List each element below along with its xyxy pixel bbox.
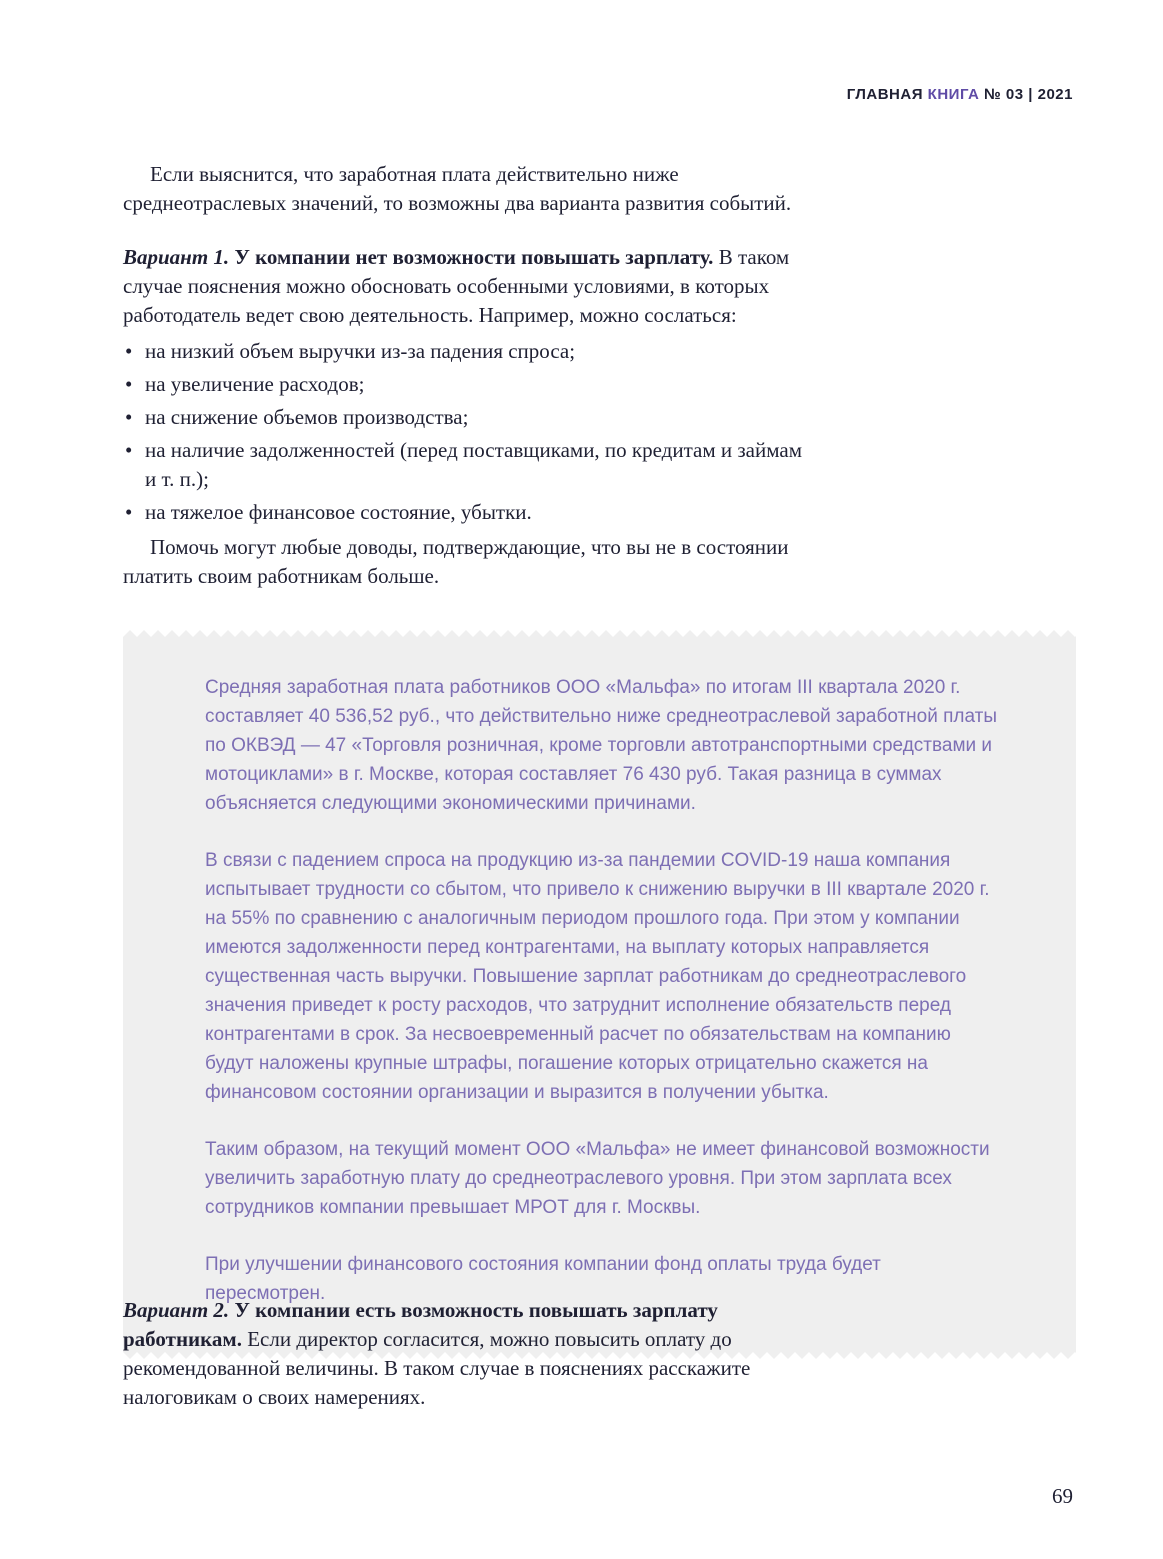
page-number: 69 — [1052, 1484, 1073, 1508]
sample-paragraph: В связи с падением спроса на продукцию из-за пандемии COVID-19 наша компания испытывает трудности со сбытом, что привело к снижению выручки в III квартале 2020 г. на 55% по сравнению с аналогичным периодом прошлого года. При этом у компании имеются задолженности перед контрагентами, на выплату которых направляется существенная часть выручки. Повышение зарплат работникам до среднеотраслевого значения приведет к росту расходов, что затруднит исполнение обязательств перед контрагентами в срок. За несвоевременный расчет по обязательствам на компанию будут наложены крупные штрафы, погашение которых отрицательно скажется на финансовом состоянии организации и выразится в получении убытка. — [205, 850, 990, 1103]
sample-paragraph: Средняя заработная плата работников ООО «Мальфа» по итогам III квартала 2020 г. составляет 40 536,52 руб., что действительно ниже среднеотраслевой заработной платы по ОКВЭД — 47 «Торговля розничная, кроме торговли автотранспортными средствами и мотоциклами» в г. Москве, которая составляет 76 430 руб. Такая разница в суммах объясняется следующими экономическими причинами. — [205, 677, 998, 814]
article-column-bottom — [123, 1296, 823, 1412]
brand-dark: ГЛАВНАЯ — [846, 86, 923, 103]
reasons-list — [123, 337, 818, 527]
zigzag-top-edge — [123, 630, 1076, 637]
list-item-text: на снижение объемов производства; — [145, 405, 469, 429]
list-item — [123, 436, 818, 494]
article-column — [123, 160, 818, 591]
issue-label: № 03 | 2021 — [984, 86, 1073, 103]
variant-2-text: Если директор согласится, можно повысить оплату до рекомендованной величины. В таком случае в пояснениях расскажите налоговикам о своих намерениях. — [123, 1327, 751, 1409]
list-item-text: на наличие задолженностей (перед поставщиками, по кредитам и займам и т. п.); — [145, 438, 802, 491]
variant-1-paragraph — [123, 243, 818, 330]
list-item-text: на низкий объем выручки из-за падения спроса; — [145, 339, 576, 363]
brand-purple: КНИГА — [927, 86, 980, 103]
list-item — [123, 498, 818, 527]
closing-paragraph: Помочь могут любые доводы, подтверждающие, что вы не в состоянии платить своим работникам больше. — [123, 535, 789, 588]
list-item-text: на увеличение расходов; — [145, 372, 365, 396]
masthead — [847, 86, 1073, 103]
list-item — [123, 337, 818, 366]
list-item — [123, 370, 818, 399]
sample-paragraph: Таким образом, на текущий момент ООО «Мальфа» не имеет финансовой возможности увеличить заработную плату до среднеотраслевого уровня. При этом зарплата всех сотрудников компании превышает МРОТ для г. Москвы. — [205, 1139, 990, 1218]
variant-2-label: Вариант 2. — [123, 1298, 230, 1322]
variant-1-label: Вариант 1. — [123, 245, 230, 269]
list-item-text: на тяжелое финансовое состояние, убытки. — [145, 500, 532, 524]
variant-1-text: В таком случае пояснения можно обосновать особенными условиями, в которых работодатель ведет свою деятельность. Например, можно сослаться: — [123, 245, 790, 327]
intro-paragraph: Если выяснится, что заработная плата действительно ниже среднеотраслевых значений, то возможны два варианта развития событий. — [123, 162, 792, 215]
variant-2-paragraph — [123, 1296, 823, 1412]
sample-letter-body — [123, 637, 1076, 1352]
variant-2-lead: У компании есть возможность повышать зарплату работникам. — [123, 1298, 718, 1351]
sample-paragraph: При улучшении финансового состояния компании фонд оплаты труда будет пересмотрен. — [205, 1254, 881, 1304]
variant-1-lead: У компании нет возможности повышать зарплату. — [234, 245, 714, 269]
sample-letter-box — [123, 630, 1076, 1359]
list-item — [123, 403, 818, 432]
